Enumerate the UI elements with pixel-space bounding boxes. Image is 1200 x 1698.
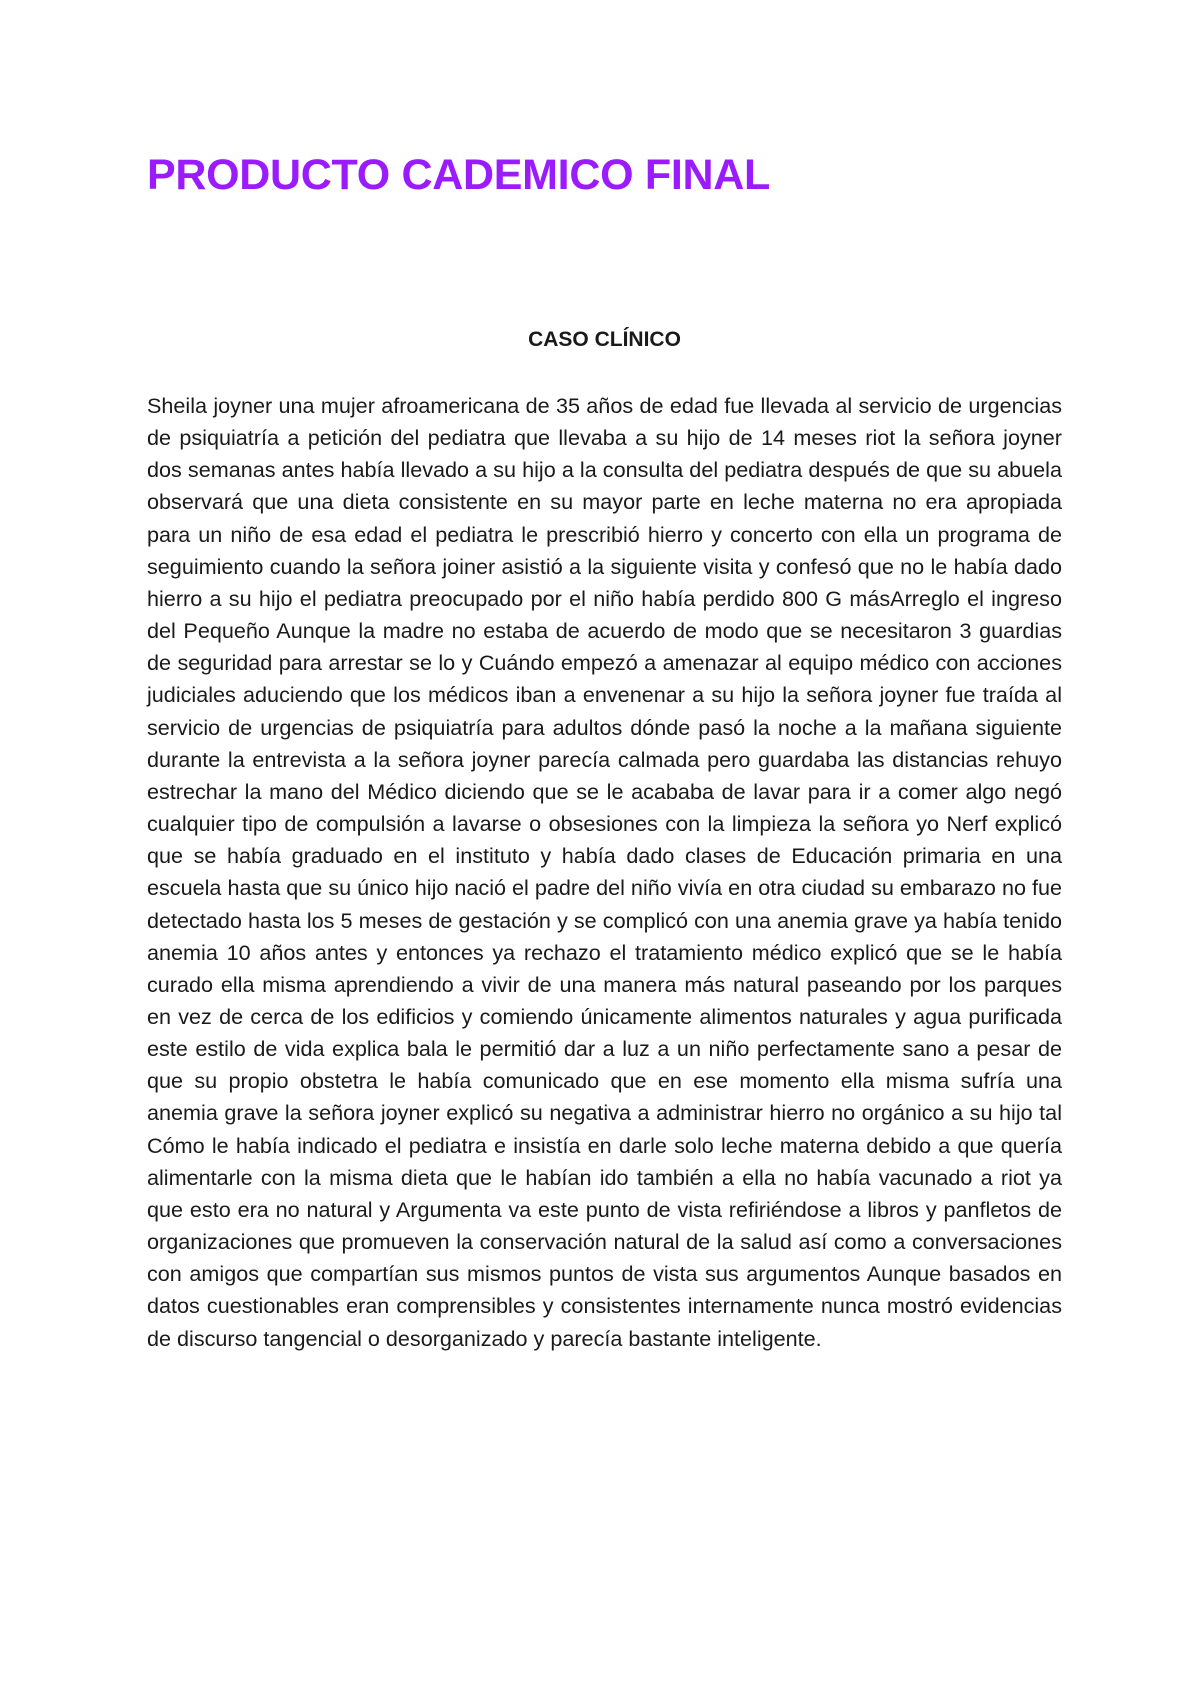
document-title: PRODUCTO CADEMICO FINAL bbox=[147, 151, 770, 199]
case-body-paragraph: Sheila joyner una mujer afroamericana de 35 años de edad fue llevada al servicio de urgencias de psiquiatría a petición del pediatra que llevaba a su hijo de 14 meses riot la señora joyner dos semanas antes había llevado a su hijo a la consulta del pediatra después de que su abuela observará que una dieta consistente en su mayor parte en leche materna no era apropiada para un niño de esa edad el pediatra le prescribió hierro y concerto con ella un programa de seguimiento cuando la señora joiner asistió a la siguiente visita y confesó que no le había dado hierro a su hijo el pediatra preocupado por el niño había perdido 800 G másArreglo el ingreso del Pequeño Aunque la madre no estaba de acuerdo de modo que se necesitaron 3 guardias de seguridad para arrestar se lo y Cuándo empezó a amenazar al equipo médico con acciones judiciales aduciendo que los médicos iban a envenenar a su hijo la señora joyner fue traída al servicio de urgencias de psiquiatría para adultos dónde pasó la noche a la mañana siguiente durante la entrevista a la señora joyner parecía calmada pero guardaba las distancias rehuyo estrechar la mano del Médico diciendo que se le acababa de lavar para ir a comer algo negó cualquier tipo de compulsión a lavarse o obsesiones con la limpieza la señora yo Nerf explicó que se había graduado en el instituto y había dado clases de Educación primaria en una escuela hasta que su único hijo nació el padre del niño vivía en otra ciudad su embarazo no fue detectado hasta los 5 meses de gestación y se complicó con una anemia grave ya había tenido anemia 10 años antes y entonces ya rechazo el tratamiento médico explicó que se le había curado ella misma aprendiendo a vivir de una manera más natural paseando por los parques en vez de cerca de los edificios y comiendo únicamente alimentos naturales y agua purificada este estilo de vida explica bala le permitió dar a luz a un niño perfectamente sano a pesar de que su propio obstetra le había comunicado que en ese momento ella misma sufría una anemia grave la señora joyner explicó su negativa a administrar hierro no orgánico a su hijo tal Cómo le había indicado el pediatra e insistía en darle solo leche materna debido a que quería alimentarle con la misma dieta que le habían ido también a ella no había vacunado a riot ya que esto era no natural y Argumenta va este punto de vista refiriéndose a libros y panfletos de organizaciones que promueven la conservación natural de la salud así como a conversaciones con amigos que compartían sus mismos puntos de vista sus argumentos Aunque basados en datos cuestionables eran comprensibles y consistentes internamente nunca mostró evidencias de discurso tangencial o desorganizado y parecía bastante inteligente. bbox=[147, 393, 1062, 1351]
section-heading: CASO CLÍNICO bbox=[528, 328, 681, 351]
